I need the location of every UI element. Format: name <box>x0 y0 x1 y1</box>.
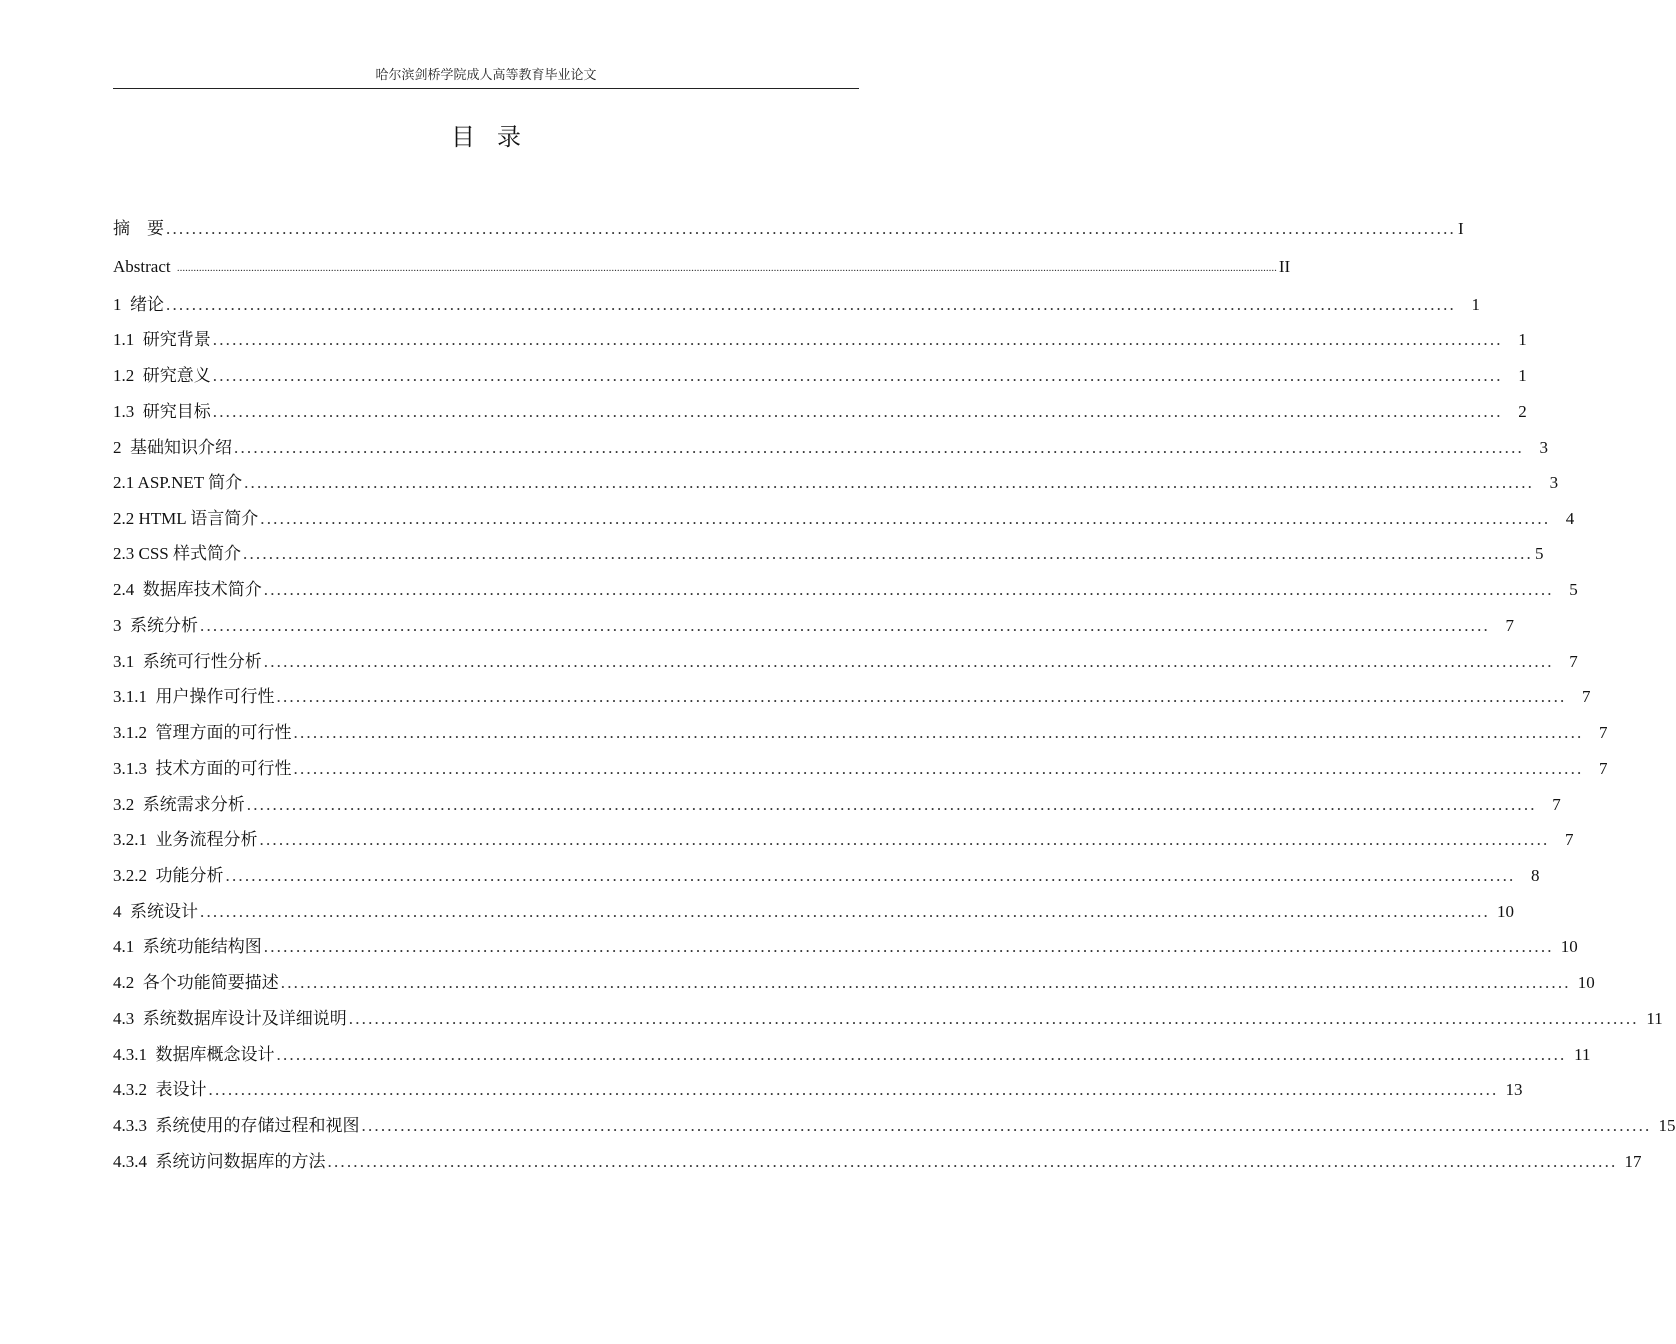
toc-entry-label: 4 系统设计 <box>113 902 198 921</box>
toc-entry-page-number: 7 <box>1582 687 1591 706</box>
toc-entry[interactable] <box>113 643 1578 673</box>
toc-entry[interactable] <box>113 357 1527 387</box>
toc-dot-leader: ........................................................................................................................................................................................................ <box>212 330 1503 349</box>
toc-entry-label: 4.3.2 表设计 <box>113 1080 207 1099</box>
toc-entry-label: 3 系统分析 <box>113 616 198 635</box>
toc-entry-label: 4.3.3 系统使用的存储过程和视图 <box>113 1116 360 1135</box>
toc-entry-label: 2.1 ASP.NET 简介 <box>113 473 243 492</box>
toc-entry[interactable] <box>113 210 1464 240</box>
toc-entry[interactable] <box>113 857 1540 887</box>
toc-entry-page-number: 11 <box>1574 1045 1591 1064</box>
toc-dot-leader: ........................................................................................................................................................................................................ <box>208 1080 1499 1099</box>
toc-entry[interactable] <box>113 571 1578 601</box>
toc-entry-page-number: 7 <box>1505 616 1514 635</box>
toc-entry-page-number: 1 <box>1518 330 1527 349</box>
toc-entry-page-number: 7 <box>1599 723 1608 742</box>
toc-entry-label: 2 基础知识介绍 <box>113 438 232 457</box>
toc-entry[interactable] <box>113 321 1527 351</box>
toc-entry[interactable] <box>113 1000 1663 1030</box>
toc-entry-label: 3.1.2 管理方面的可行性 <box>113 723 292 742</box>
toc-dot-leader: ........................................................................................................................................................................................................ <box>243 544 1533 563</box>
toc-entry-page-number: 10 <box>1577 973 1595 992</box>
toc-entry[interactable] <box>113 248 1291 278</box>
toc-dot-leader: ........................................................................................................................................................................................................ <box>263 937 1554 956</box>
toc-entry[interactable] <box>113 1143 1642 1173</box>
toc-entry-page-number: 10 <box>1497 902 1514 921</box>
toc-entry[interactable] <box>113 286 1480 316</box>
toc-dot-leader: ........................................................................................................................................................................................................ <box>348 1009 1639 1028</box>
toc-dot-leader: ........................................................................................................................................................................................................ <box>244 473 1535 492</box>
toc-entry-label: 1.2 研究意义 <box>113 366 211 385</box>
toc-dot-leader: ........................................................................................................................................................................................................ <box>263 580 1554 599</box>
toc-entry[interactable] <box>113 928 1578 958</box>
toc-entry-label: 3.2.2 功能分析 <box>113 866 224 885</box>
toc-dot-leader: ........................................................................................................................................................................................................ <box>200 902 1490 921</box>
toc-entry-page-number: 7 <box>1565 830 1574 849</box>
toc-entry[interactable] <box>113 964 1595 994</box>
toc-dot-leader: ................................................................................................................................................................................................................................................................................................................................................................................................................ <box>176 262 1277 274</box>
toc-entry-label: 1 绪论 <box>113 295 164 314</box>
toc-entry-label: 2.3 CSS 样式简介 <box>113 544 241 563</box>
toc-entry-label: 3.1.1 用户操作可行性 <box>113 687 275 706</box>
toc-entry[interactable] <box>113 500 1575 530</box>
toc-dot-leader: ........................................................................................................................................................................................................ <box>259 830 1550 849</box>
toc-entry-page-number: 4 <box>1565 509 1575 528</box>
toc-dot-leader: ........................................................................................................................................................................................................ <box>280 973 1571 992</box>
toc-entry-page-number: 7 <box>1552 795 1561 814</box>
toc-entry-page-number: 10 <box>1560 937 1578 956</box>
toc-dot-leader: ........................................................................................................................................................................................................ <box>293 759 1584 778</box>
toc-entry[interactable] <box>113 535 1544 565</box>
toc-entry-page-number: 3 <box>1539 438 1548 457</box>
toc-dot-leader: ........................................................................................................................................................................................................ <box>200 616 1490 635</box>
toc-entry-label: 4.2 各个功能简要描述 <box>113 973 279 992</box>
toc-entry-page-number: 7 <box>1599 759 1608 778</box>
toc-entry-label: 2.4 数据库技术简介 <box>113 580 262 599</box>
toc-entry[interactable] <box>113 1071 1523 1101</box>
toc-dot-leader: ........................................................................................................................................................................................................ <box>246 795 1537 814</box>
toc-entry-page-number: 5 <box>1569 580 1578 599</box>
toc-entry[interactable] <box>113 429 1548 459</box>
toc-entry[interactable] <box>113 1036 1591 1066</box>
toc-dot-leader: ........................................................................................................................................................................................................ <box>293 723 1584 742</box>
toc-entry-page-number: 11 <box>1646 1009 1663 1028</box>
toc-entry-label: 4.3.1 数据库概念设计 <box>113 1045 275 1064</box>
toc-dot-leader: ........................................................................................................................................................................................................ <box>263 652 1554 671</box>
toc-entry-label: 3.1 系统可行性分析 <box>113 652 262 671</box>
toc-entry-label: 4.3 系统数据库设计及详细说明 <box>113 1009 347 1028</box>
toc-entry-page-number: 3 <box>1549 473 1559 492</box>
toc-entry-label: 1.1 研究背景 <box>113 330 211 349</box>
toc-entry[interactable] <box>113 607 1514 637</box>
toc-entry-label: 3.2.1 业务流程分析 <box>113 830 258 849</box>
toc-entry-page-number: 8 <box>1531 866 1540 885</box>
toc-entry-label: 2.2 HTML 语言简介 <box>113 509 259 528</box>
running-header: 哈尔滨剑桥学院成人高等教育毕业论文 <box>375 67 597 82</box>
toc-title: 目录 <box>451 125 543 151</box>
toc-dot-leader: ........................................................................................................................................................................................................ <box>212 366 1503 385</box>
toc-entry-label: 1.3 研究目标 <box>113 402 211 421</box>
toc-dot-leader: ........................................................................................................................................................................................................ <box>361 1116 1652 1135</box>
toc-dot-leader: ........................................................................................................................................................................................................ <box>327 1152 1618 1171</box>
toc-entry-page-number: II <box>1278 257 1291 276</box>
toc-entry-label: 3.1.3 技术方面的可行性 <box>113 759 292 778</box>
toc-entry-label: Abstract <box>113 257 175 276</box>
toc-entry[interactable] <box>113 1107 1676 1137</box>
toc-dot-leader: ........................................................................................................................................................................................................ <box>276 1045 1567 1064</box>
toc-entry-page-number: 17 <box>1624 1152 1642 1171</box>
toc-entry-label: 摘 要 <box>113 219 164 238</box>
toc-entry-page-number: 7 <box>1569 652 1578 671</box>
toc-entry[interactable] <box>113 821 1574 851</box>
toc-entry-page-number: 1 <box>1518 366 1527 385</box>
toc-entry-label: 4.1 系统功能结构图 <box>113 937 262 956</box>
toc-entry[interactable] <box>113 893 1514 923</box>
toc-entry[interactable] <box>113 750 1608 780</box>
toc-dot-leader: ........................................................................................................................................................................................................ <box>225 866 1516 885</box>
toc-entry-page-number: 5 <box>1535 544 1544 563</box>
toc-entry[interactable] <box>113 786 1561 816</box>
toc-entry-page-number: 13 <box>1505 1080 1523 1099</box>
toc-dot-leader: ........................................................................................................................................................................................................ <box>234 438 1524 457</box>
header-rule <box>113 88 859 89</box>
toc-dot-leader: ........................................................................................................................................................................................................ <box>276 687 1567 706</box>
toc-entry-label: 3.2 系统需求分析 <box>113 795 245 814</box>
toc-entry[interactable] <box>113 393 1527 423</box>
toc-entry-label: 4.3.4 系统访问数据库的方法 <box>113 1152 326 1171</box>
toc-entry-page-number: 2 <box>1518 402 1527 421</box>
toc-entry[interactable] <box>113 464 1559 494</box>
toc-entry-page-number: I <box>1458 219 1464 238</box>
toc-dot-leader: ........................................................................................................................................................................................................ <box>166 295 1456 314</box>
toc-dot-leader: ........................................................................................................................................................................................................ <box>260 509 1551 528</box>
toc-dot-leader: ........................................................................................................................................................................................................ <box>212 402 1503 421</box>
toc-entry-page-number: 1 <box>1471 295 1480 314</box>
toc-entry[interactable] <box>113 678 1591 708</box>
toc-entry-page-number: 15 <box>1658 1116 1676 1135</box>
toc-dot-leader: ........................................................................................................................................................................................................ <box>166 219 1456 238</box>
toc-entry[interactable] <box>113 714 1608 744</box>
